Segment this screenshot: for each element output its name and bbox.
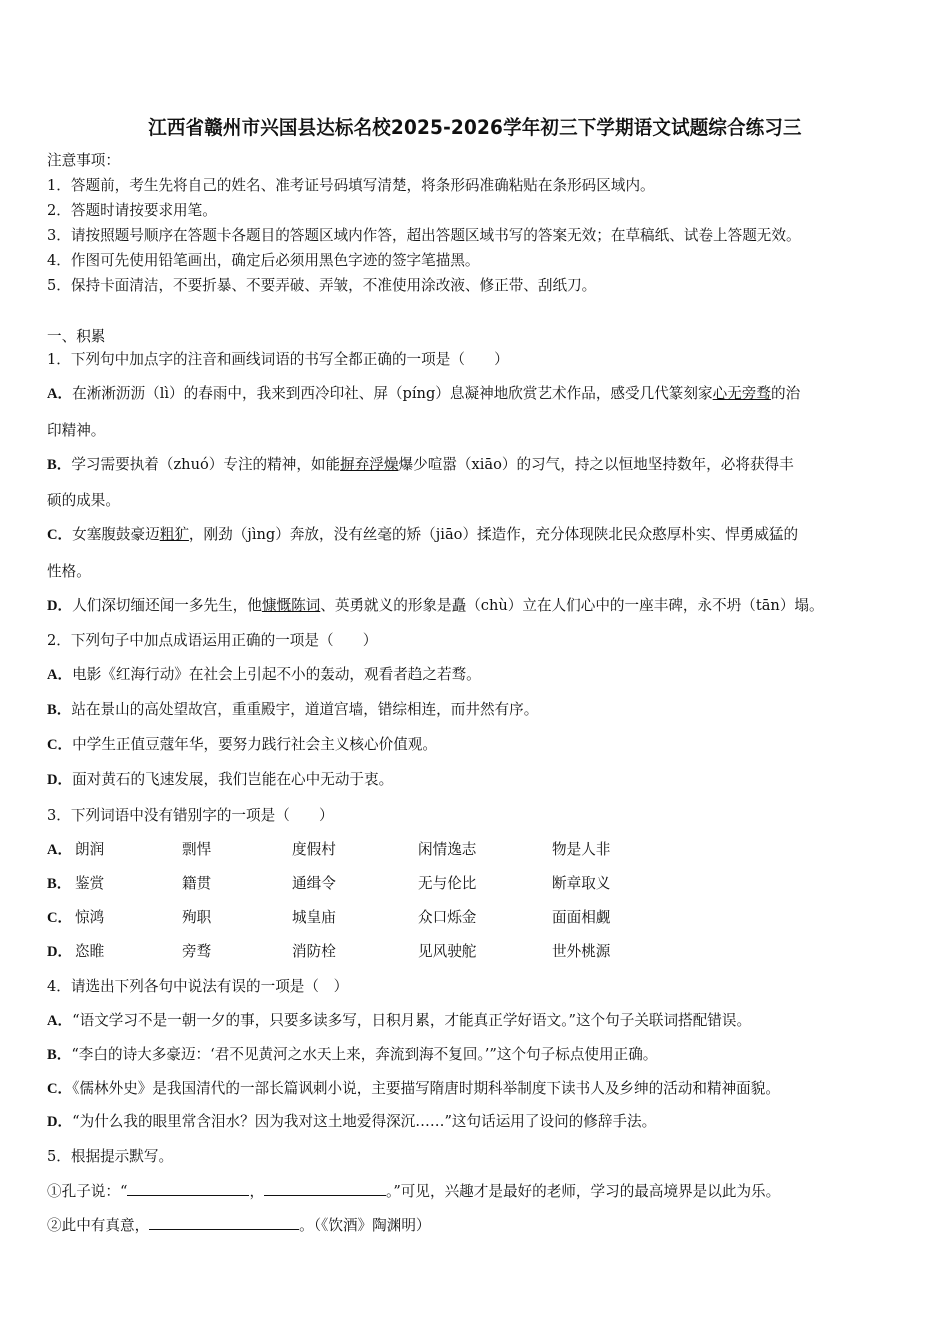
word-cell: 物是人非 bbox=[552, 841, 611, 858]
q1-option-a-cont: 印精神。 bbox=[47, 422, 106, 439]
option-label: B． bbox=[47, 702, 72, 718]
notice-header: 注意事项： bbox=[47, 152, 120, 169]
option-text: 学习需要执着（zhuó）专注的精神，如能 bbox=[71, 456, 341, 473]
prompt-text: ②此中有真意， bbox=[47, 1217, 150, 1234]
option-text: 、英勇就义的形象是矗（chù）立在人们心中的一座丰碑，永不坍（tān）塌。 bbox=[320, 597, 824, 614]
prompt-text: 。（《饮酒》陶渊明） bbox=[299, 1217, 431, 1234]
option-label: D． bbox=[47, 598, 73, 614]
option-label: D． bbox=[47, 772, 73, 788]
option-label: A． bbox=[47, 1013, 73, 1029]
option-text: 爆少喧嚣（xiāo）的习气，持之以恒地坚持数年，必将获得丰 bbox=[398, 456, 794, 473]
option-label: A． bbox=[47, 842, 73, 858]
answer-blank[interactable] bbox=[264, 1181, 386, 1196]
underlined-word: 心无旁骛 bbox=[712, 385, 771, 402]
word-cell: 朗润 bbox=[75, 841, 105, 858]
notice-item: 1．答题前，考生先将自己的姓名、准考证号码填写清楚，将条形码准确粘贴在条形码区域内。 bbox=[47, 177, 655, 194]
underlined-word: 慷慨陈词 bbox=[261, 597, 321, 614]
option-text: 《儒林外史》是我国清代的一部长篇讽刺小说，主要描写隋唐时期科举制度下读书人及乡绅的活动和精神面貌。 bbox=[72, 1080, 780, 1097]
q1-option-b-cont: 硕的成果。 bbox=[47, 492, 120, 509]
q1-option-b bbox=[47, 455, 794, 475]
word-cell: 众口烁金 bbox=[418, 909, 477, 926]
q1-option-a bbox=[47, 384, 800, 404]
word-cell: 无与伦比 bbox=[418, 875, 477, 892]
word-cell: 度假村 bbox=[292, 841, 336, 858]
word-cell: 鉴赏 bbox=[75, 875, 105, 892]
q4-option bbox=[47, 1079, 780, 1099]
word-cell: 通缉令 bbox=[292, 875, 336, 892]
option-text: 在淅淅沥沥（lì）的春雨中，我来到西冷印社、屏（píng）息凝神地欣赏艺术作品，感受几代篆刻家 bbox=[72, 385, 713, 402]
option-text: ，刚劲（jìng）奔放，没有丝毫的矫（jiāo）揉造作，充分体现陕北民众憨厚朴实、悍勇威猛的 bbox=[188, 526, 799, 543]
option-text: “为什么我的眼里常含泪水？因为我对这土地爱得深沉……”这句话运用了设问的修辞手法。 bbox=[72, 1113, 657, 1130]
prompt-text: 。”可见，兴趣才是最好的老师，学习的最高境界是以此为乐。 bbox=[386, 1183, 781, 1200]
word-cell: 世外桃源 bbox=[552, 943, 611, 960]
word-cell: 恣睢 bbox=[75, 943, 105, 960]
option-text: 站在景山的高处望故宫，重重殿宇，道道宫墙，错综相连，而井然有序。 bbox=[71, 701, 539, 718]
q5-item-1 bbox=[47, 1181, 780, 1202]
prompt-text: ①孔子说：“ bbox=[47, 1183, 128, 1200]
option-label: C． bbox=[47, 910, 73, 926]
notice-item: 5．保持卡面清洁，不要折暴、不要弄破、弄皱，不准使用涂改液、修正带、刮纸刀。 bbox=[47, 277, 597, 294]
notice-item: 3．请按照题号顺序在答题卡各题目的答题区域内作答，超出答题区域书写的答案无效；在草稿纸、试卷上答题无效。 bbox=[47, 227, 801, 244]
option-label: B． bbox=[47, 457, 72, 473]
word-cell: 断章取义 bbox=[552, 875, 611, 892]
exam-title: 江西省赣州市兴国县达标名校2025-2026学年初三下学期语文试题综合练习三 bbox=[148, 116, 802, 139]
q1-option-c-cont: 性格。 bbox=[47, 563, 91, 580]
option-text: 面对黄石的飞速发展，我们岂能在心中无动于衷。 bbox=[72, 771, 394, 788]
option-label: D． bbox=[47, 1114, 73, 1130]
option-text: “李白的诗大多豪迈：‘君不见黄河之水天上来，奔流到海不复回。’”这个句子标点使用正确。 bbox=[71, 1046, 658, 1063]
word-cell: 城皇庙 bbox=[292, 909, 336, 926]
question-1-stem: 1．下列句中加点字的注音和画线词语的书写全都正确的一项是（ ） bbox=[47, 351, 509, 368]
question-2-stem: 2．下列句子中加点成语运用正确的一项是（ ） bbox=[47, 632, 378, 649]
q4-option bbox=[47, 1045, 657, 1065]
word-cell: 见风驶舵 bbox=[418, 943, 477, 960]
answer-blank[interactable] bbox=[127, 1181, 249, 1196]
option-text: 的治 bbox=[770, 385, 801, 402]
word-cell: 籍贯 bbox=[182, 875, 212, 892]
option-label: C． bbox=[47, 737, 73, 753]
q2-option bbox=[47, 700, 538, 720]
question-3-stem: 3．下列词语中没有错别字的一项是（ ） bbox=[47, 807, 334, 824]
option-text: 人们深切缅还闻一多先生，他 bbox=[72, 597, 262, 614]
option-label: C． bbox=[47, 1081, 73, 1097]
word-cell: 旁骛 bbox=[182, 943, 212, 960]
word-cell: 面面相觑 bbox=[552, 909, 611, 926]
q2-option bbox=[47, 735, 437, 755]
option-label: B． bbox=[47, 1047, 72, 1063]
section-heading: 一、积累 bbox=[47, 328, 106, 345]
prompt-text: ， bbox=[249, 1183, 265, 1200]
word-cell: 闲情逸志 bbox=[418, 841, 477, 858]
word-cell: 惊鸿 bbox=[75, 909, 105, 926]
notice-item: 4．作图可先使用铅笔画出，确定后必须用黑色字迹的签字笔描黑。 bbox=[47, 252, 480, 269]
option-text: 中学生正值豆蔻年华，要努力践行社会主义核心价值观。 bbox=[72, 736, 437, 753]
word-cell: 消防栓 bbox=[292, 943, 336, 960]
question-5-stem: 5．根据提示默写。 bbox=[47, 1148, 174, 1165]
notice-item: 2．答题时请按要求用笔。 bbox=[47, 202, 217, 219]
q4-option bbox=[47, 1011, 751, 1031]
option-label: A． bbox=[47, 667, 73, 683]
underlined-word: 粗犷 bbox=[159, 526, 189, 543]
q2-option bbox=[47, 665, 481, 685]
word-cell: 剽悍 bbox=[182, 841, 212, 858]
q1-option-c bbox=[47, 525, 798, 545]
q5-item-2 bbox=[47, 1215, 431, 1236]
answer-blank[interactable] bbox=[149, 1215, 299, 1230]
q4-option bbox=[47, 1112, 656, 1132]
q1-option-d bbox=[47, 596, 824, 616]
option-label: B． bbox=[47, 876, 72, 892]
option-label: D． bbox=[47, 944, 73, 960]
underlined-word: 摒弃浮燥 bbox=[340, 456, 399, 473]
word-cell: 殉职 bbox=[182, 909, 212, 926]
question-4-stem: 4．请选出下列各句中说法有误的一项是（ ） bbox=[47, 978, 349, 995]
option-text: “语文学习不是一朝一夕的事，只要多读多写，日积月累，才能真正学好语文。”这个句子关联词搭配错误。 bbox=[72, 1012, 752, 1029]
option-label: A． bbox=[47, 386, 73, 402]
option-label: C． bbox=[47, 527, 73, 543]
q2-option bbox=[47, 770, 393, 790]
option-text: 电影《红海行动》在社会上引起不小的轰动，观看者趋之若骛。 bbox=[72, 666, 481, 683]
option-text: 女塞腹鼓豪迈 bbox=[72, 526, 160, 543]
